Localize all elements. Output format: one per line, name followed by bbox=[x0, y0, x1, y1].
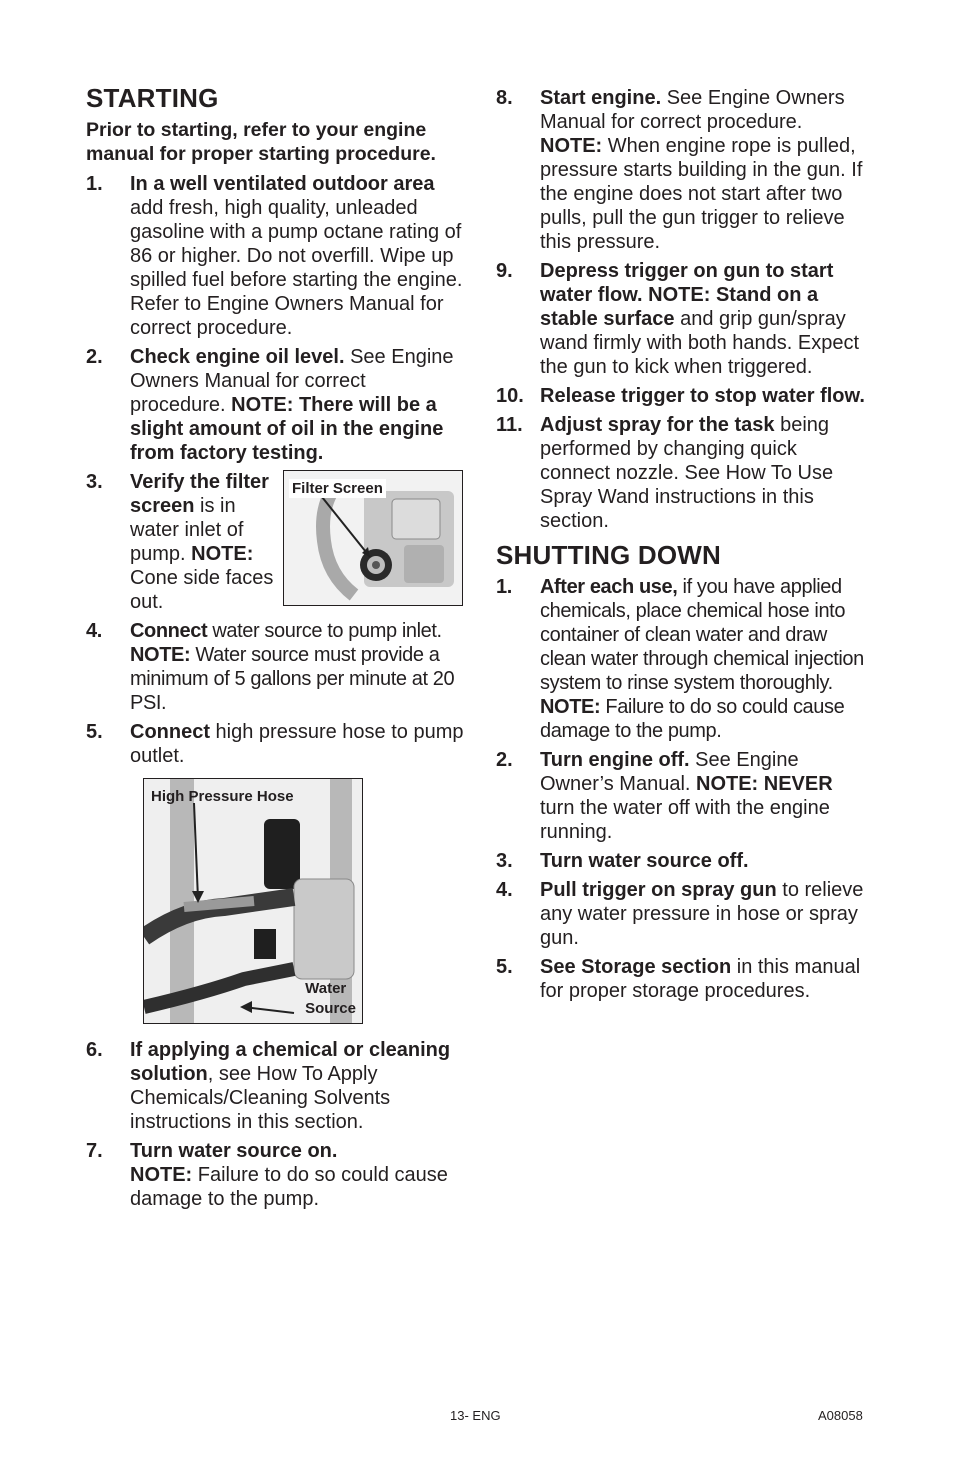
starting-steps bbox=[86, 172, 466, 1211]
shutting-step-4: 4. Pull trigger on spray gun to relieve any water pressure in hose or spray gun. bbox=[496, 879, 864, 949]
starting-step-5: 5. Connect high pressure hose to pump outlet. High Pressure Hose Water Source bbox=[86, 720, 466, 1024]
high-pressure-hose-photo bbox=[143, 778, 363, 1024]
water-source-caption: Water Source bbox=[305, 980, 356, 1017]
filter-screen-photo bbox=[283, 470, 463, 606]
starting-column bbox=[86, 82, 466, 1216]
high-pressure-hose-caption: High Pressure Hose bbox=[151, 788, 294, 805]
shutting-step-2: 2. Turn engine off. See Engine Owner’s Manual. NOTE: NEVER turn the water off with the engine running. bbox=[496, 749, 833, 843]
shutting-step-5: 5. See Storage section in this manual for proper storage procedures. bbox=[496, 956, 861, 1002]
right-column bbox=[496, 86, 868, 1008]
starting-step-1: 1. In a well ventilated outdoor area add fresh, high quality, unleaded gasoline with a pump octane rating of 86 or higher. Do not overfill. Wipe up spilled fuel before starting the engine. Refer to Engine Owners Manual for correct procedure. bbox=[86, 173, 463, 339]
starting-step-3: 3. Verify the filter screen is in water inlet of pump. NOTE: Cone side faces out. Filter Screen bbox=[86, 470, 466, 614]
filter-screen-caption: Filter Screen bbox=[289, 479, 386, 498]
document-code: A08058 bbox=[818, 1408, 863, 1423]
starting-heading: STARTING bbox=[86, 83, 219, 113]
shutting-down-steps bbox=[496, 575, 868, 1003]
starting-step-6: 6. If applying a chemical or cleaning solution, see How To Apply Chemicals/Cleaning Solvents instructions in this section. bbox=[86, 1039, 451, 1133]
shutting-down-heading: SHUTTING DOWN bbox=[496, 540, 722, 570]
starting-step-7: 7. Turn water source on. NOTE: Failure to do so could cause damage to the pump. bbox=[86, 1140, 448, 1210]
shutting-step-1: 1. After each use, if you have applied chemicals, place chemical hose into container of clean water and draw clean water through chemical injection system to rinse system thoroughly. NOTE: Failure to do so could cause damage to the pump. bbox=[496, 576, 864, 742]
starting-step-10: 10. Release trigger to stop water flow. bbox=[496, 385, 865, 407]
starting-step-9: 9. Depress trigger on gun to start water flow. NOTE: Stand on a stable surface and grip gun/spray wand firmly with both hands. Expect the gun to kick when triggered. bbox=[496, 260, 860, 378]
starting-steps-continued bbox=[496, 86, 868, 533]
starting-step-2: 2. Check engine oil level. See Engine Owners Manual for correct procedure. NOTE: There will be a slight amount of oil in the engine from factory testing. bbox=[86, 346, 454, 464]
shutting-step-3: 3. Turn water source off. bbox=[496, 850, 749, 872]
page-number: 13- ENG bbox=[450, 1408, 501, 1423]
starting-step-8: 8. Start engine. See Engine Owners Manual for correct procedure. NOTE: When engine rope is pulled, pressure starts building in the gun. If the engine does not start after two pulls, pull the gun trigger to relieve this pressure. bbox=[496, 87, 863, 253]
starting-intro: Prior to starting, refer to your engine manual for proper starting procedure. bbox=[86, 119, 436, 165]
starting-step-11: 11. Adjust spray for the task being performed by changing quick connect nozzle. See How To Use Spray Wand instructions in this section. bbox=[496, 414, 834, 532]
starting-step-4: 4. Connect water source to pump inlet. NOTE: Water source must provide a minimum of 5 gallons per minute at 20 PSI. bbox=[86, 620, 455, 714]
